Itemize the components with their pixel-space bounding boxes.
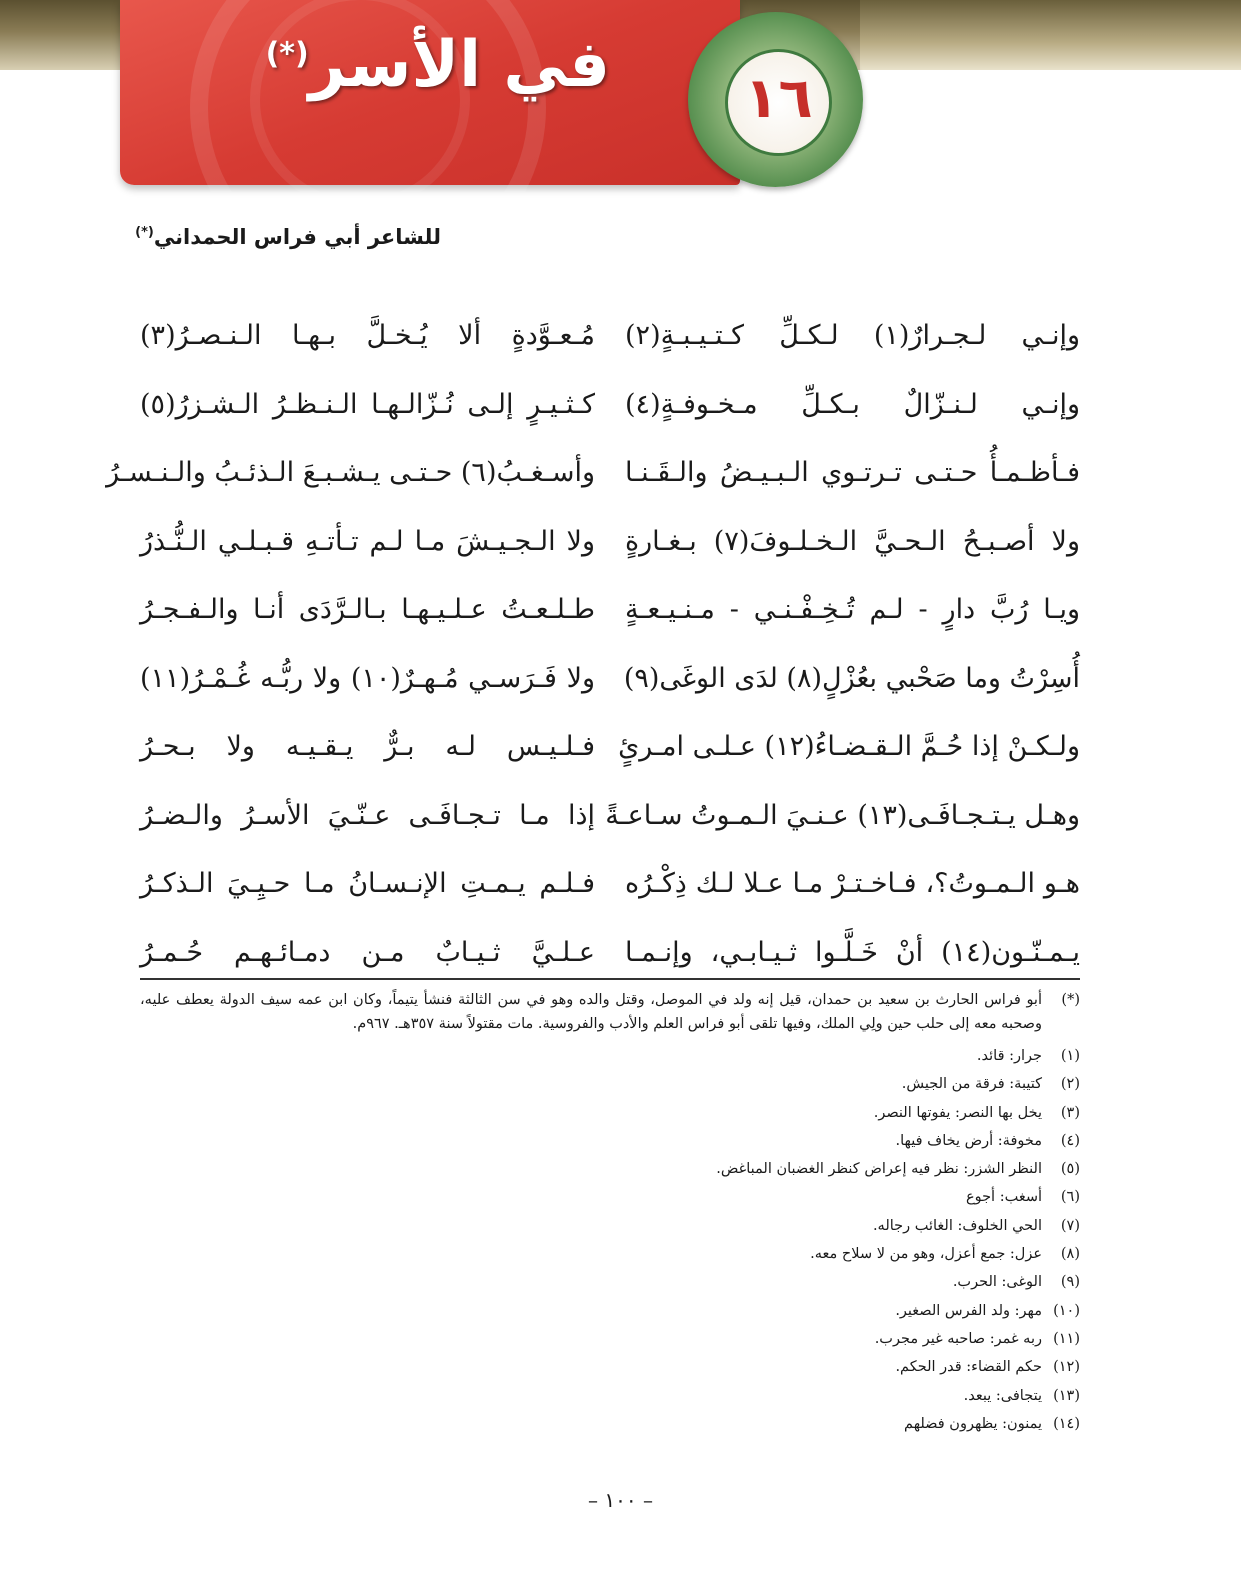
poet-attribution-text: للشاعر أبي فراس الحمداني <box>153 225 441 249</box>
footnote-number: (٦) <box>1060 1189 1080 1206</box>
verse-second-hemistich: وأسـغـبُ(٦) حـتـى يـشـبـعَ الـذئـبُ والـنـسـرُ <box>106 457 595 488</box>
footnote <box>140 1099 1080 1127</box>
footnote-number: (*) <box>1061 992 1080 1008</box>
title-banner <box>120 0 740 185</box>
footnote-text: الوغى: الحرب. <box>952 1274 1042 1291</box>
footnote <box>140 1410 1080 1438</box>
footnote <box>140 1212 1080 1240</box>
footnote-text: أبو فراس الحارث بن سعيد بن حمدان، قيل إنه ولد في الموصل، وقتل والده وهو في سن الثالثة فنشأ يتيماً، وكان ابن عمه سيف الدولة يعطف عليه، وصحبه معه إلى حلب حين ولِي الملك، وفيها تلقى أبو فراس العلم والأدب والفروسية. مات مقتولاً سنة ٣٥٧هـ. ٩٦٧م. <box>140 992 1042 1032</box>
lesson-number: ١٦ <box>744 66 813 131</box>
footnote-text: أسغب: أجوع <box>965 1189 1042 1206</box>
verse-first-hemistich: وهـل يـتـجـافَـى(١٣) عـنـيَ الـمـوتُ سـاعـةً <box>605 799 1080 831</box>
footnote-text: يتجافى: يبعد. <box>963 1387 1042 1404</box>
footnote-text: يخل بها النصر: يفوتها النصر. <box>873 1104 1042 1121</box>
footnote <box>140 1240 1080 1268</box>
verse <box>140 308 1080 377</box>
verse-first-hemistich: فـأظـمـأُ حـتـى تـرتـوي الـبـيـضُ والـقَـنـا <box>625 457 1080 488</box>
footnote <box>140 1325 1080 1353</box>
footnote <box>140 1297 1080 1325</box>
footnote-text: كتيبة: فرقة من الجيش. <box>901 1076 1042 1093</box>
verse-first-hemistich: ويـا رُبَّ دارٍ - لـم تُـخِـفْـنـي - مـنـيـعـةٍ <box>625 594 1080 625</box>
footnote-number: (١٤) <box>1053 1415 1080 1432</box>
footnote-number: (٢) <box>1060 1076 1080 1093</box>
footnote-number: (١٣) <box>1053 1387 1080 1404</box>
footnote-number: (١٠) <box>1053 1302 1080 1319</box>
verse <box>140 377 1080 446</box>
top-band-right <box>860 0 1241 70</box>
footnote-number: (٥) <box>1060 1161 1080 1178</box>
footnote <box>140 1127 1080 1155</box>
footnote-text: عزل: جمع أعزل، وهو من لا سلاح معه. <box>810 1246 1042 1263</box>
footnote-text: جرار: قائد. <box>976 1048 1042 1064</box>
verse-second-hemistich: طـلـعـتُ عـلـيـهـا بـالـرَّدَى أنـا والـفـجـرُ <box>140 594 595 625</box>
verse <box>140 514 1080 583</box>
verse-second-hemistich: ولا الـجـيـشَ مـا لـم تـأتـهِ قـبـلـي الـنُّـذرُ <box>140 525 595 557</box>
footnote-text: النظر الشزر: نظر فيه إعراض كنظر الغضبان المباغض. <box>716 1161 1042 1178</box>
footnotes <box>140 988 1080 1438</box>
verse-second-hemistich: كـثـيـرٍ إلـى نُـزّالـهـا الـنـظـرُ الـشـزرُ(٥) <box>140 388 595 420</box>
verse <box>140 788 1080 857</box>
verse <box>140 582 1080 651</box>
verse-first-hemistich: أُسِرْتُ وما صَحْبي بعُزْلٍ(٨) لدَى الوغَى(٩) <box>623 662 1080 694</box>
page-number: – ١٠٠ – <box>588 1488 653 1512</box>
verse-second-hemistich: ولا فَـرَسـي مُـهـرٌ(١٠) ولا ربُّـه غُـمْـرُ(١١) <box>140 662 596 694</box>
footnote <box>140 1268 1080 1296</box>
footnote-number: (٨) <box>1060 1246 1080 1263</box>
verse-first-hemistich: هـو الـمـوتُ؟، فـاخـتـرْ مـا عـلا لـك ذِكْـرُه <box>625 868 1080 899</box>
verse-first-hemistich: وإنـي لـجـرارٌ(١) لـكـلِّ كـتـيـبـةٍ(٢) <box>625 320 1080 351</box>
poem <box>106 308 1080 993</box>
verse <box>140 925 1080 994</box>
verse-second-hemistich: فـلـم يـمـتِ الإنـسـانُ مـا حـيِـيَ الـذكـرُ <box>140 868 595 899</box>
footnote <box>140 1155 1080 1183</box>
footnote <box>140 1042 1080 1070</box>
lesson-title <box>266 28 610 102</box>
footnote-number: (٧) <box>1060 1217 1080 1234</box>
verse <box>140 856 1080 925</box>
verse-second-hemistich: فـلـيـس لـه بـرٌّ يـقـيـه ولا بـحـرُ <box>140 731 595 762</box>
lesson-title-mark: (*) <box>265 36 309 72</box>
footnote-number: (١١) <box>1053 1330 1080 1347</box>
footnote-text: مهر: ولد الفرس الصغير. <box>895 1302 1042 1319</box>
verse <box>140 719 1080 788</box>
footnote-text: مخوفة: أرض يخاف فيها. <box>895 1132 1042 1149</box>
verse-first-hemistich: ولا أصـبـحُ الـحـيَّ الـخـلـوفَ(٧) بـغـارةٍ <box>625 525 1080 557</box>
footnote-number: (٤) <box>1060 1132 1080 1149</box>
footnote <box>140 1353 1080 1381</box>
lesson-number-medallion <box>688 12 863 187</box>
lesson-title-text: في الأسر <box>308 28 610 102</box>
footnote-text: يمنون: يظهرون فضلهم <box>904 1415 1042 1432</box>
verse-second-hemistich: عـلـيَّ ثـيـابٌ مـن دمـائـهـم حُـمـرُ <box>140 936 595 968</box>
verse <box>106 445 1080 514</box>
footnote-number: (٩) <box>1060 1274 1080 1291</box>
footnote-number: (٣) <box>1060 1104 1080 1121</box>
footnote-text: الحي الخلوف: الغائب رجاله. <box>872 1217 1042 1234</box>
footnote-intro <box>140 988 1080 1036</box>
footnote-number: (١) <box>1060 1048 1080 1064</box>
footnote-text: حكم القضاء: قدر الحكم. <box>895 1359 1042 1376</box>
footnote <box>140 1070 1080 1098</box>
verse-second-hemistich: مُـعـوَّدةٍ ألا يُـخـلَّ بـهـا الـنـصـرُ(٣) <box>140 320 595 351</box>
footnote <box>140 1382 1080 1410</box>
footnote-text: ربه غمر: صاحبه غير مجرب. <box>874 1330 1042 1347</box>
poet-attribution <box>135 225 441 249</box>
footnote-divider <box>140 978 1080 980</box>
verse-first-hemistich: ولـكـنْ إذا حُـمَّ الـقـضـاءُ(١٢) عـلـى امـرئٍ <box>618 731 1080 762</box>
verse-first-hemistich: وإنـي لـنـزّالٌ بـكـلِّ مـخـوفـةٍ(٤) <box>625 388 1080 420</box>
verse-first-hemistich: يـمـنّـون(١٤) أنْ خَـلَّـوا ثـيـابـي، وإنـمـا <box>625 936 1080 968</box>
medallion-center <box>725 49 832 156</box>
footnote <box>140 1183 1080 1211</box>
poet-attribution-mark: (*) <box>135 225 154 240</box>
verse <box>140 651 1080 720</box>
verse-second-hemistich: إذا مـا تـجـافَـى عـنّـيَ الأسـرُ والـضـرُ <box>140 799 595 831</box>
footnote-number: (١٢) <box>1053 1359 1080 1376</box>
